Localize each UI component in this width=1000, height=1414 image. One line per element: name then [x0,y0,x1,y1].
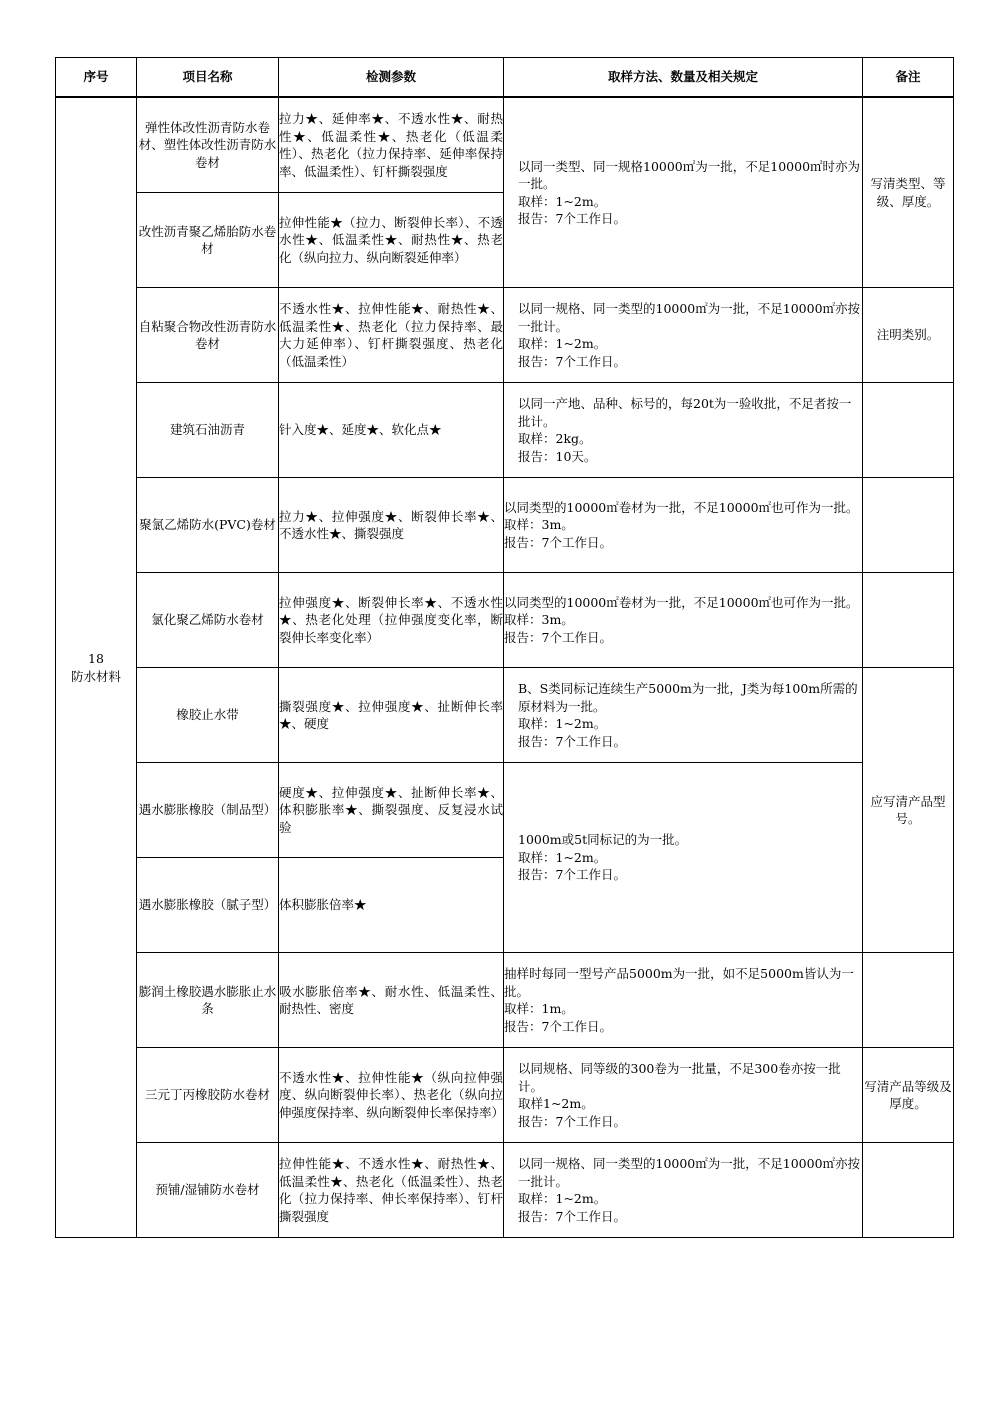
test-params: 撕裂强度★、拉伸强度★、扯断伸长率★、硬度 [279,668,504,763]
report-time: 报告：7个工作日。 [518,211,626,226]
item-name: 建筑石油沥青 [137,383,279,478]
test-params: 不透水性★、拉伸性能★（纵向拉伸强度、纵向断裂伸长率）、热老化（纵向拉伸强度保持率、纵向断裂伸长率保持率） [279,1048,504,1143]
sampling-amount: 取样：3m。 [504,517,574,533]
test-params: 拉伸强度★、断裂伸长率★、不透水性★、热老化处理（拉伸强度变化率，断裂伸长率变化率） [279,573,504,668]
test-params: 针入度★、延度★、软化点★ [279,383,504,478]
item-name: 氯化聚乙烯防水卷材 [137,573,279,668]
table-row [56,478,954,573]
report-time: 报告：7个工作日。 [504,1018,612,1034]
item-name: 聚氯乙烯防水(PVC)卷材 [137,478,279,573]
item-name: 改性沥青聚乙烯胎防水卷材 [137,193,279,288]
sampling-cell [504,668,863,763]
sampling-cell [504,383,863,478]
sampling-rule: 1000m或5t同标记的为一批。 [518,832,688,848]
header-params: 检测参数 [279,58,504,98]
item-name: 预铺/湿铺防水卷材 [137,1143,279,1238]
item-name: 遇水膨胀橡胶（制品型） [137,763,279,858]
remark-cell: 注明类别。 [863,288,954,383]
sampling-rule: 以同一规格、同一类型的10000㎡为一批，不足10000㎡亦按一批计。 [518,301,861,334]
sampling-amount: 取样：2kg。 [518,431,592,446]
sampling-rule: 以同一规格、同一类型的10000㎡为一批，不足10000㎡亦按一批计。 [518,1156,861,1189]
sampling-amount: 取样：1m。 [504,1001,574,1016]
table-row [56,763,954,858]
sampling-cell [504,953,863,1048]
remark-cell: 应写清产品型号。 [863,668,954,953]
sampling-cell [504,1143,863,1238]
test-params: 拉伸性能★（拉力、断裂伸长率）、不透水性★、低温柔性★、耐热性★、热老化（纵向拉力、纵向断裂延伸率） [279,193,504,288]
sampling-rule: 抽样时每同一型号产品5000m为一批，如不足5000m皆认为一批。 [504,966,854,999]
test-params: 硬度★、拉伸强度★、扯断伸长率★、体积膨胀率★、撕裂强度、反复浸水试验 [279,763,504,858]
sampling-rule: 以同一产地、品种、标号的，每20t为一验收批，不足者按一批计。 [518,396,852,429]
sampling-amount: 取样：1~2m。 [518,336,607,351]
test-params: 体积膨胀倍率★ [279,858,504,953]
sampling-amount: 取样：1~2m。 [518,193,607,209]
sampling-rule: 以同一类型、同一规格10000㎡为一批，不足10000㎡时亦为一批。 [518,158,861,191]
sampling-rule: 以同类型的10000㎡卷材为一批，不足10000㎡也可作为一批。 [504,499,859,515]
table-row [56,1143,954,1238]
item-name: 自粘聚合物改性沥青防水卷材 [137,288,279,383]
item-name: 三元丁丙橡胶防水卷材 [137,1048,279,1143]
sampling-cell [504,288,863,383]
test-params: 吸水膨胀倍率★、耐水性、低温柔性、耐热性、密度 [279,953,504,1048]
remark-cell: 写清类型、等级、厚度。 [863,97,954,288]
remark-cell [863,478,954,573]
header-sampling: 取样方法、数量及相关规定 [504,58,863,98]
category-number: 18 [88,651,104,666]
report-time: 报告：7个工作日。 [518,1208,626,1224]
sampling-amount: 取样1~2m。 [518,1096,594,1111]
test-params: 拉伸性能★、不透水性★、耐热性★、低温柔性★、热老化（低温柔性）、热老化（拉力保持率、伸长率保持率）、钉杆撕裂强度 [279,1143,504,1238]
category-cell [56,97,137,1238]
sampling-cell [504,763,863,953]
header-name: 项目名称 [137,58,279,98]
sampling-cell [504,573,863,668]
sampling-rule: 以同类型的10000㎡卷材为一批，不足10000㎡也可作为一批。 [504,594,859,610]
sampling-amount: 取样：1~2m。 [518,716,607,731]
report-time: 报告：7个工作日。 [518,353,626,369]
sampling-cell [504,1048,863,1143]
item-name: 橡胶止水带 [137,668,279,763]
item-name: 膨润土橡胶遇水膨胀止水条 [137,953,279,1048]
test-params: 不透水性★、拉伸性能★、耐热性★、低温柔性★、热老化（拉力保持率、最大力延伸率）、钉杆撕裂强度、热老化（低温柔性） [279,288,504,383]
item-name: 遇水膨胀橡胶（腻子型） [137,858,279,953]
table-row [56,573,954,668]
header-row [56,58,954,98]
report-time: 报告：7个工作日。 [518,733,626,749]
remark-cell [863,1143,954,1238]
table-row [56,953,954,1048]
sampling-rule: B、S类同标记连续生产5000m为一批，J类为每100m所需的原材料为一批。 [518,681,858,714]
test-spec-table [55,57,954,1238]
report-time: 报告：7个工作日。 [504,629,612,645]
remark-cell [863,383,954,478]
table-row [56,97,954,193]
header-remark: 备注 [863,58,954,98]
table-row [56,288,954,383]
test-params: 拉力★、拉伸强度★、断裂伸长率★、不透水性★、撕裂强度 [279,478,504,573]
sampling-amount: 取样：1~2m。 [518,849,607,865]
remark-cell [863,953,954,1048]
sampling-amount: 取样：3m。 [504,612,574,628]
test-params: 拉力★、延伸率★、不透水性★、耐热性★、低温柔性★、热老化（低温柔性）、热老化（拉力保持率、延伸率保持率、低温柔性）、钉杆撕裂强度 [279,97,504,193]
report-time: 报告：7个工作日。 [518,867,626,883]
table-row [56,1048,954,1143]
table-row [56,383,954,478]
sampling-cell [504,97,863,288]
sampling-amount: 取样：1~2m。 [518,1191,607,1206]
item-name: 弹性体改性沥青防水卷材、塑性体改性沥青防水卷材 [137,97,279,193]
sampling-rule: 以同规格、同等级的300卷为一批量，不足300卷亦按一批计。 [518,1061,841,1094]
report-time: 报告：7个工作日。 [504,534,612,550]
report-time: 报告：10天。 [518,448,597,464]
report-time: 报告：7个工作日。 [518,1113,626,1129]
remark-cell: 写清产品等级及厚度。 [863,1048,954,1143]
table-row [56,668,954,763]
remark-cell [863,573,954,668]
sampling-cell [504,478,863,573]
header-seq: 序号 [56,58,137,98]
category-name: 防水材料 [70,668,121,684]
